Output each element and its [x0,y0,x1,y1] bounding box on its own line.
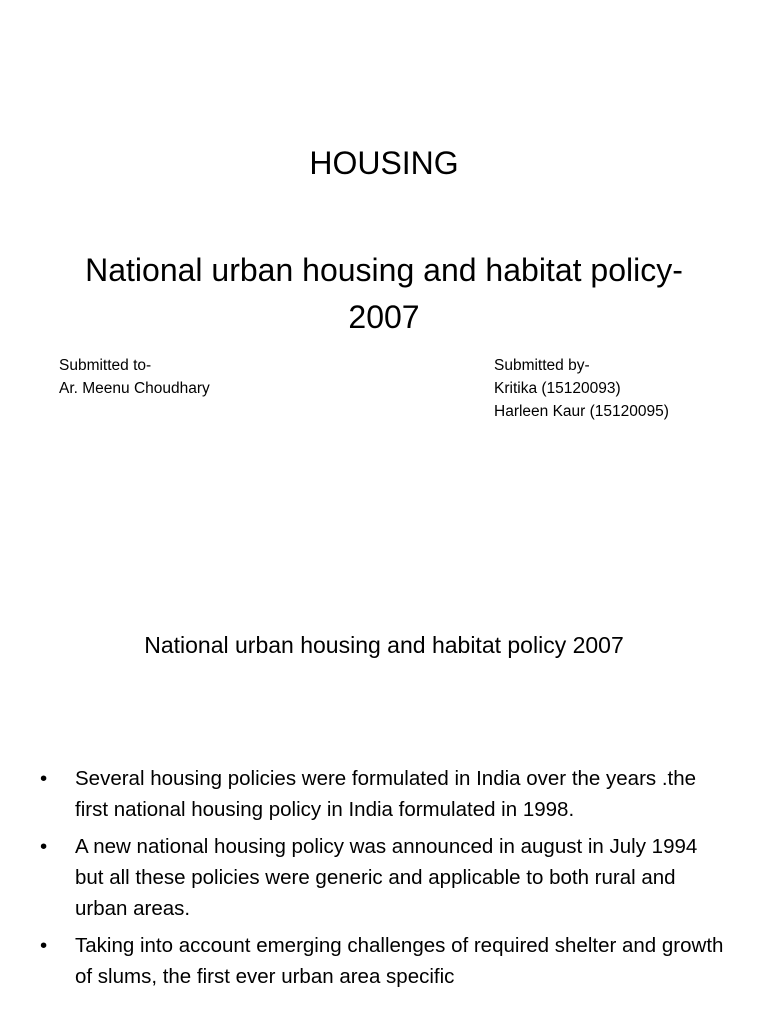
bullet-icon: • [40,767,48,790]
bullet-icon: • [40,835,48,858]
slide-subtitle: National urban housing and habitat policy-2007 [85,252,683,335]
content-slide [0,560,768,1024]
submitted-to-name: Ar. Meenu Choudhary [59,380,210,397]
bullet-text: Taking into account emerging challenges of required shelter and growth of slums, the first ever urban area specific [75,934,724,988]
submitted-to-block [59,354,210,400]
submitted-by-label: Submitted by- [494,357,590,374]
submitted-to-label: Submitted to- [59,357,152,374]
submitted-by-block [494,354,669,423]
bullet-text: Several housing policies were formulated in India over the years .the first national housing policy in India formulated in 1998. [75,767,697,821]
bullet-item [40,831,730,924]
bullet-text: A new national housing policy was announced in august in July 1994 but all these policies were generic and applicable to both rural and urban areas. [75,835,698,920]
content-slide-title: National urban housing and habitat policy 2007 [144,632,624,658]
submitted-by-member: Harleen Kaur (15120095) [494,403,669,420]
bullet-item [40,763,730,825]
bullet-item [40,930,730,992]
bullet-icon: • [40,934,48,957]
submitted-by-member: Kritika (15120093) [494,380,621,397]
slide-title: HOUSING [309,145,459,181]
bullet-list [40,763,730,998]
